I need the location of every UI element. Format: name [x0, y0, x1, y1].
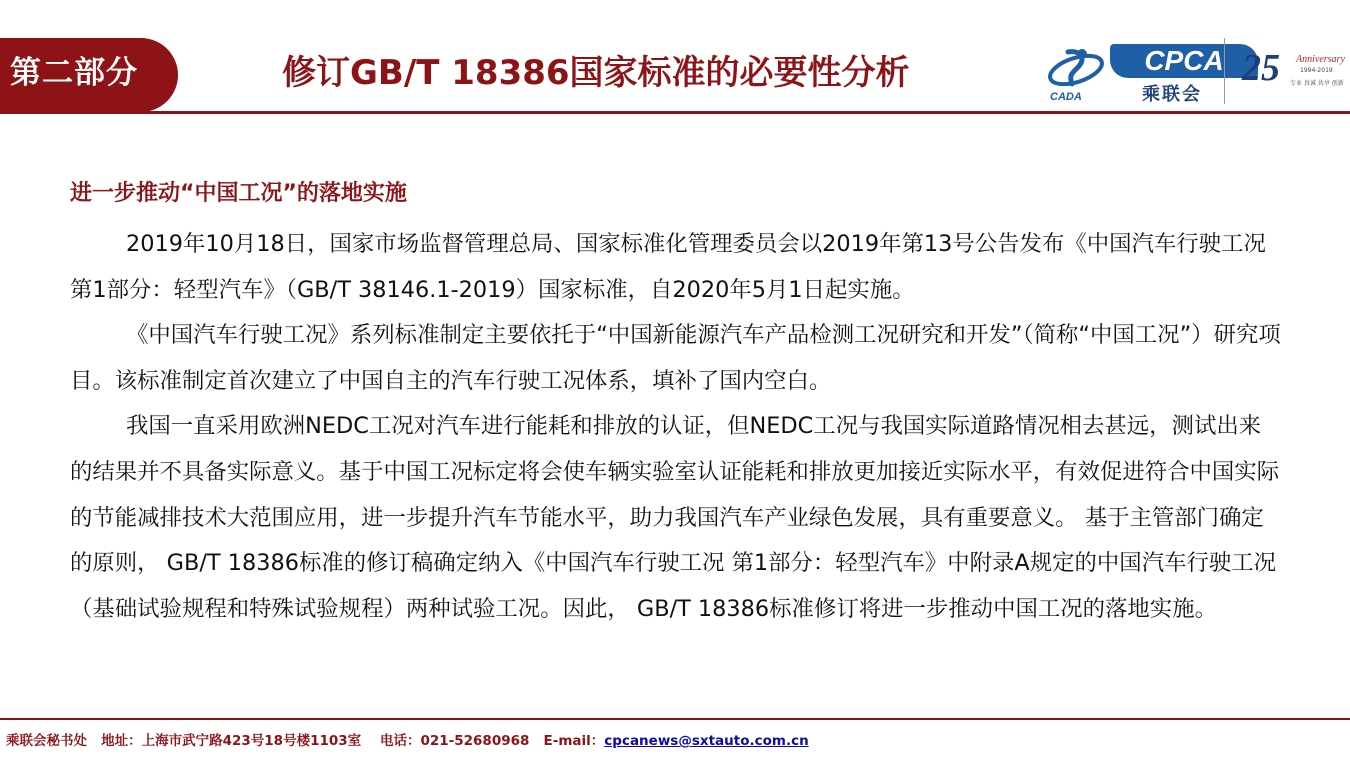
anniversary-logo	[1238, 40, 1346, 102]
footer-address: 地址：上海市武宁路423号18号楼1103室	[101, 733, 362, 749]
footer	[6, 731, 809, 751]
cada-text: CADA	[1050, 91, 1082, 102]
paragraph: 2019年10月18日，国家市场监督管理总局、国家标准化管理委员会以2019年第13号公告发布《中国汽车行驶工况 第1部分：轻型汽车》（GB/T 38146.1-2019）国家标准，自2020年5月1日起实施。	[70, 231, 1266, 303]
content-subtitle: 进一步推动“中国工况”的落地实施	[70, 181, 407, 206]
cada-logo	[1046, 44, 1108, 102]
footer-phone: 电话：021-52680968	[379, 733, 530, 749]
logo-group	[1046, 38, 1346, 108]
body-text	[70, 222, 1282, 632]
logo-divider	[1224, 38, 1225, 104]
cpca-chinese-name: 乘联会	[1142, 84, 1202, 105]
paragraph: 我国一直采用欧洲NEDC工况对汽车进行能耗和排放的认证，但NEDC工况与我国实际道路情况相去甚远，测试出来的结果并不具备实际意义。基于中国工况标定将会使车辆实验室认证能耗和排放更加接近实际水平，有效促进符合中国实际的节能减排技术大范围应用，进一步提升汽车节能水平，助力我国汽车产业绿色发展，具有重要意义。 基于主管部门确定的原则， GB/T 18386标准的修订稿确定纳入《中国汽车行驶工况 第1部分：轻型汽车》中附录A规定的中国汽车行驶工况（基础试验规程和特殊试验规程）两种试验工况。因此， GB/T 18386标准修订将进一步推动中国工况的落地实施。	[70, 413, 1280, 622]
cpca-logo	[1110, 44, 1258, 105]
footer-email-link[interactable]: cpcanews@sxtauto.com.cn	[604, 733, 809, 749]
header-divider	[0, 111, 1350, 114]
anniversary-slogan: 专业 真诚 共享 创新	[1290, 80, 1344, 87]
section-label: 第二部分	[10, 55, 138, 91]
page-title: 修订GB/T 18386国家标准的必要性分析	[282, 53, 910, 93]
anniversary-word: Anniversary	[1296, 54, 1345, 65]
footer-divider	[0, 718, 1350, 720]
footer-email-label: E-mail：	[543, 733, 605, 749]
anniversary-years: 1994-2019	[1300, 67, 1333, 74]
footer-org: 乘联会秘书处	[6, 733, 87, 749]
cada-emblem-icon	[1046, 44, 1108, 102]
paragraph: 《中国汽车行驶工况》系列标准制定主要依托于“中国新能源汽车产品检测工况研究和开发”（简称“中国工况”）研究项目。该标准制定首次建立了中国自主的汽车行驶工况体系，填补了国内空白。	[70, 322, 1281, 394]
anniversary-number: 25	[1242, 47, 1280, 89]
cpca-text: CPCA	[1110, 44, 1258, 78]
